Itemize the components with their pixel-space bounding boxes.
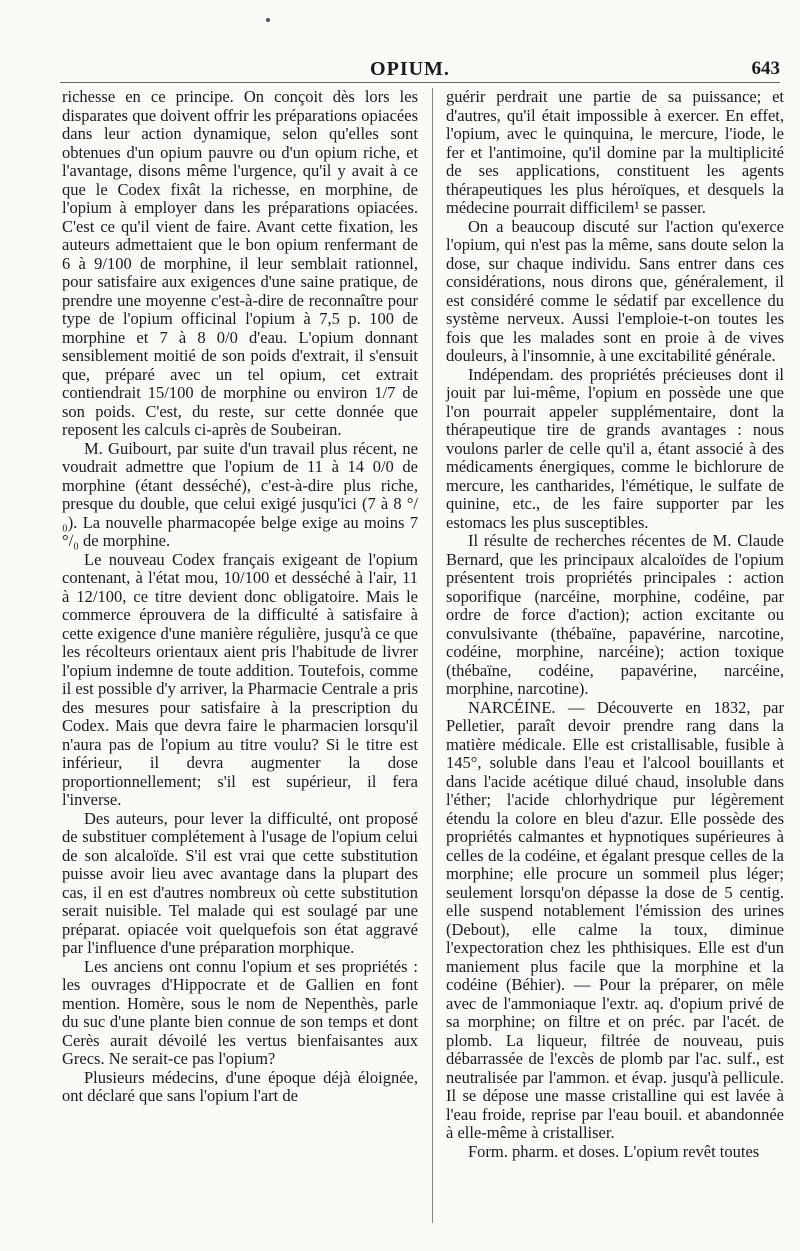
column-divider (432, 88, 433, 1223)
left-column (62, 88, 418, 1106)
paragraph: Le nouveau Codex français exigeant de l'opium contenant, à l'état mou, 10/100 et desséché à l'air, 11 à 12/100, ce titre devient donc obligatoire. Mais le commerce éprouvera de la difficulté à satisfaire à cette exigence d'une manière régulière, jusqu'à ce que les récolteurs orientaux aient pris l'habitude de livrer l'opium indemne de toute addition. Toutefois, comme il est possible d'y arriver, la Pharmacie Centrale a pris des mesures pour satisfaire à la prescription du Codex. Mais que devra faire le pharmacien lorsqu'il n'aura pas de l'opium au titre voulu? Si le titre est inférieur, il devra augmenter la dose proportionnellement; s'il est supérieur, il fera l'inverse. (62, 549, 418, 809)
paragraph: Il résulte de recherches récentes de M. Claude Bernard, que les principaux alcaloïdes de l'opium présentent trois propriétés principales : action soporifique (narcéine, morphine, codéine, par ordre de force d'action); action excitante ou convulsivante (thébaïne, papavérine, narcotine, codéine, morphine, narcéine); action toxique (thébaïne, codéine, papavérine, narcéine, morphine, narcotine). (446, 531, 784, 698)
paragraph: Form. pharm. et doses. L'opium revêt toutes (468, 1141, 760, 1161)
paragraph: Des auteurs, pour lever la difficulté, ont proposé de substituer complétement à l'usage de l'opium celui de son alcaloïde. S'il est vrai que cette substitution puisse avoir lieu avec avantage dans la plupart des cas, il en est d'autres nombreux où cette substitution serait nuisible. Tel malade qui est soulagé par une préparat. opiacée voit quelquefois son état aggravé par l'influence d'une préparation morphique. (62, 808, 418, 957)
running-title: OPIUM. (370, 58, 450, 80)
paragraph: richesse en ce principe. On conçoit dès lors les disparates que doivent offrir les préparations opiacées dans leur action dynamique, selon qu'elles sont obtenues d'un opium pauvre ou d'un opium riche, et l'avantage, disons même l'urgence, qu'il y avait à ce que le Codex fixât la richesse, en morphine, de l'opium à employer dans les préparations opiacées. C'est ce qu'il vient de faire. Avant cette fixation, les auteurs admettaient que le bon opium renfermant de 6 à 9/100 de morphine, il leur semblait rationnel, pour satisfaire aux exigences d'une saine pratique, de prendre une moyenne c'est-à-dire de reconnaître pour type de l'opium officinal l'opium à 7,5 p. 100 de morphine et 7 à 8 0/0 d'eau. L'opium donnant sensiblement moitié de son poids d'extrait, il s'ensuit que, préparé avec un tel opium, cet extrait contiendrait 15/100 de morphine ou environ 1/7 de son poids. C'est, du reste, sur cette donnée que reposent les calculs ci-après de Soubeiran. (62, 87, 418, 439)
page-header (60, 58, 780, 88)
paragraph: guérir perdrait une partie de sa puissance; et d'autres, qu'il était impossible à exercer. En effet, l'opium, avec le quinquina, le mercure, l'iode, le fer et l'antimoine, qu'il domine par la multiplicité de ses applications, constituent les agents thérapeutiques les plus héroïques, et desquels la médecine pourrait difficilem¹ se passer. (446, 87, 784, 217)
page-number: 643 (751, 58, 780, 79)
paragraph: Plusieurs médecins, d'une époque déjà éloignée, ont déclaré que sans l'opium l'art de (62, 1067, 418, 1105)
paragraph: M. Guibourt, par suite d'un travail plus récent, ne voudrait admettre que l'opium de 11 à 14 0/0 de morphine (étant desséché), c'est-à-dire plus riche, presque du double, que celui exigé jusqu'ici (7 à 8 °/₀). La nouvelle pharmacopée belge exige au moins 7 °/₀ de morphine. (62, 438, 418, 550)
paragraph: Les anciens ont connu l'opium et ses propriétés : les ouvrages d'Hippocrate et de Gallien en font mention. Homère, sous le nom de Nepenthès, parle du suc d'une plante bien connue de son temps et dont Cerès aurait dévoilé les vertus bienfaisantes aux Grecs. Ne serait-ce pas l'opium? (62, 956, 418, 1068)
paragraph-narceine: NARCÉINE. — Découverte en 1832, par Pelletier, paraît devoir prendre rang dans la matière médicale. Elle est cristallisable, fusible à 145°, soluble dans l'eau et l'alcool bouillants et dans l'acide acétique dilué chaud, insoluble dans l'éther; l'acide chlorhydrique pur légèrement étendu la colore en bleu d'azur. Elle possède des propriétés calmantes et hypnotiques supérieures à celles de la codéine, et égalant presque celles de la morphine; elle procure un sommeil plus léger; seulement lorsqu'on dépasse la dose de 5 centig. elle suspend notablement l'émission des urines (Debout), elle calme la toux, diminue l'expectoration chez les phthisiques. Elle est d'un maniement plus facile que la morphine et la codéine (Béhier). — Pour la préparer, on mêle avec de l'ammoniaque l'extr. aq. d'opium privé de sa morphine; on filtre et on préc. par l'acét. de plomb. La liqueur, filtrée de nouveau, puis débarrassée de l'excès de plomb par l'ac. sulf., est neutralisée par l'ammon. et évap. jusqu'à pellicule. Il se dépose une masse cristalline qui est lavée à l'eau froide, reprise par l'eau bouil. et abandonnée à elle-même à cristalliser. (446, 697, 784, 1142)
right-column (446, 88, 784, 1161)
header-rule (60, 82, 780, 83)
ink-speck (266, 18, 270, 22)
paragraph: On a beaucoup discuté sur l'action qu'exerce l'opium, qui n'est pas la même, sans doute selon la dose, sur chaque individu. Sans entrer dans ces considérations, nous dirons que, généralement, il est considéré comme le sédatif par excellence du système nerveux. Aussi l'emploie-t-on toutes les fois que les malades sont en proie à de vives douleurs, à l'insomnie, à une excitabilité générale. (446, 216, 784, 365)
paragraph: Indépendam. des propriétés précieuses dont il jouit par lui-même, l'opium en possède une que l'on pourrait appeler supplémentaire, dont la thérapeutique tire de grands avantages : nous voulons parler de celle qu'il a, étant associé à des médicaments énergiques, comme le bichlorure de mercure, les cantharides, l'émétique, le sulfate de quinine, etc., de les faire supporter par les estomacs les plus susceptibles. (446, 364, 784, 532)
